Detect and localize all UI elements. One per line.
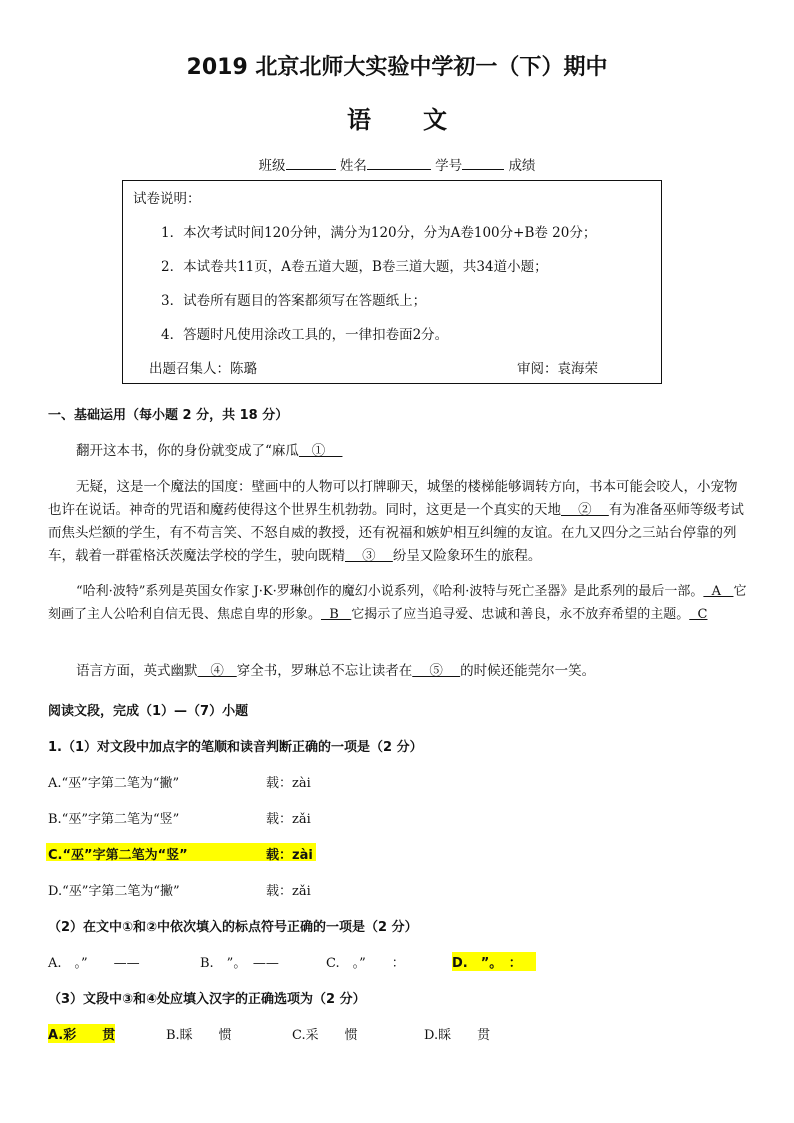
q1-option-b-pinyin: 载：zǎi xyxy=(266,812,311,827)
passage-paragraph xyxy=(48,440,748,463)
passage-text: 翻开这本书，你的身份就变成了“麻瓜 xyxy=(76,443,299,459)
passage-text: 纷呈又险象环生的旅程。 xyxy=(392,548,542,564)
question-3-heading: （3）文段中③和④处应填入汉字的正确选项为（2 分） xyxy=(48,992,366,1007)
passage-text: 的时候还能莞尔一笑。 xyxy=(460,663,596,679)
q3-option-a: A.彩 贯 xyxy=(48,1024,115,1043)
instruction-item: 3．试卷所有题目的答案都须写在答题纸上； xyxy=(161,293,427,309)
q3-option-b: B.睬 惯 xyxy=(166,1028,232,1043)
q1-option-b: B.“巫”字第二笔为“竖” xyxy=(48,812,180,827)
student-info-line xyxy=(0,154,794,174)
q2-option-a: A. 。” —— xyxy=(48,956,140,971)
blank-3: ③ xyxy=(345,548,393,564)
q1-option-d-pinyin: 载：zǎi xyxy=(266,884,311,899)
question-1-heading: 1.（1）对文段中加点字的笔顺和读音判断正确的一项是（2 分） xyxy=(48,740,423,755)
q1-option-c-pinyin: 载：zài xyxy=(266,848,313,863)
score-label: 成绩 xyxy=(508,158,536,174)
passage-text: 无疑，这是一个魔法的国度：壁画中的人物可以打牌聊天，城堡的楼梯能够调转方向，书本可能会咬人，小宠物也许在说话。神奇的咒语和魔药使得这个世界生机勃勃。同时，这更是一个真实的天地 xyxy=(48,479,738,518)
question-2-heading: （2）在文中①和②中依次填入的标点符号正确的一项是（2 分） xyxy=(48,920,418,935)
passage-paragraph xyxy=(48,476,748,568)
blank-2: ② xyxy=(561,502,609,518)
reviewer-credit: 审阅：袁海荣 xyxy=(517,361,598,377)
passage-text: 语言方面，英式幽默 xyxy=(76,663,198,679)
blank-1: ① xyxy=(298,443,343,459)
passage-text: 它刻画了主人公哈利自信无畏、焦虑自卑的形象。 xyxy=(48,584,747,622)
q2-option-b: B. ”。 —— xyxy=(200,956,279,971)
q1-option-c: C.“巫”字第二笔为“竖” xyxy=(48,848,188,863)
exam-title: 2019 北京北师大实验中学初一（下）期中 xyxy=(186,55,608,80)
q1-option-a-pinyin: 载：zài xyxy=(266,776,311,791)
q1-option-a: A.“巫”字第二笔为“撇” xyxy=(48,776,180,791)
instructions-heading: 试卷说明： xyxy=(133,191,201,207)
id-blank xyxy=(462,156,504,170)
instruction-item: 2．本试卷共11页，A卷五道大题，B卷三道大题，共34道小题； xyxy=(161,259,548,275)
q3-option-d: D.睬 贯 xyxy=(424,1028,491,1043)
blank-4: ④ xyxy=(197,663,237,679)
instruction-item: 1．本次考试时间120分钟，满分为120分，分为A卷100分+B卷 20分； xyxy=(161,225,597,241)
q3-option-c: C.采 惯 xyxy=(292,1028,358,1043)
passage-paragraph xyxy=(48,580,748,626)
class-blank xyxy=(286,156,336,170)
passage-text: 穿全书，罗琳总不忘让读者在 xyxy=(236,663,413,679)
reading-task: 阅读文段，完成（1）—（7）小题 xyxy=(48,704,249,719)
id-label: 学号 xyxy=(435,158,463,174)
blank-a: A xyxy=(703,584,734,599)
author-credit: 出题召集人：陈璐 xyxy=(149,361,257,377)
instructions-box xyxy=(122,180,662,384)
passage-text: 有为准备巫师等级考试而焦头烂额的学生，有不苟言笑、不怒自威的教授，还有祝福和嫉妒相互纠缠的友谊。在九又四分之三站台停靠的列车，载着一群霍格沃茨魔法学校的学生，驶向既精 xyxy=(48,502,744,564)
q2-option-d: D. ”。 ： xyxy=(452,952,536,971)
class-label: 班级 xyxy=(258,158,286,174)
passage-paragraph xyxy=(48,660,748,683)
instruction-item: 4．答题时凡使用涂改工具的，一律扣卷面2分。 xyxy=(161,327,449,343)
blank-c: C xyxy=(689,607,708,622)
passage-text: “哈利·波特”系列是英国女作家 J·K·罗琳创作的魔幻小说系列，《哈利·波特与死亡圣器》是此系列的最后一部。 xyxy=(76,584,704,599)
passage-text: 它揭示了应当追寻爱、忠诚和善良，永不放弃希望的主题。 xyxy=(351,607,690,622)
subject-title: 语文 xyxy=(347,106,499,134)
q2-option-c: C. 。” ： xyxy=(326,956,405,971)
blank-b: B xyxy=(321,607,352,622)
section-heading: 一、基础运用（每小题 2 分，共 18 分） xyxy=(48,408,289,423)
name-label: 姓名 xyxy=(339,158,367,174)
q1-option-d: D.“巫”字第二笔为“撇” xyxy=(48,884,180,899)
blank-5: ⑤ xyxy=(412,663,461,679)
name-blank xyxy=(367,156,431,170)
